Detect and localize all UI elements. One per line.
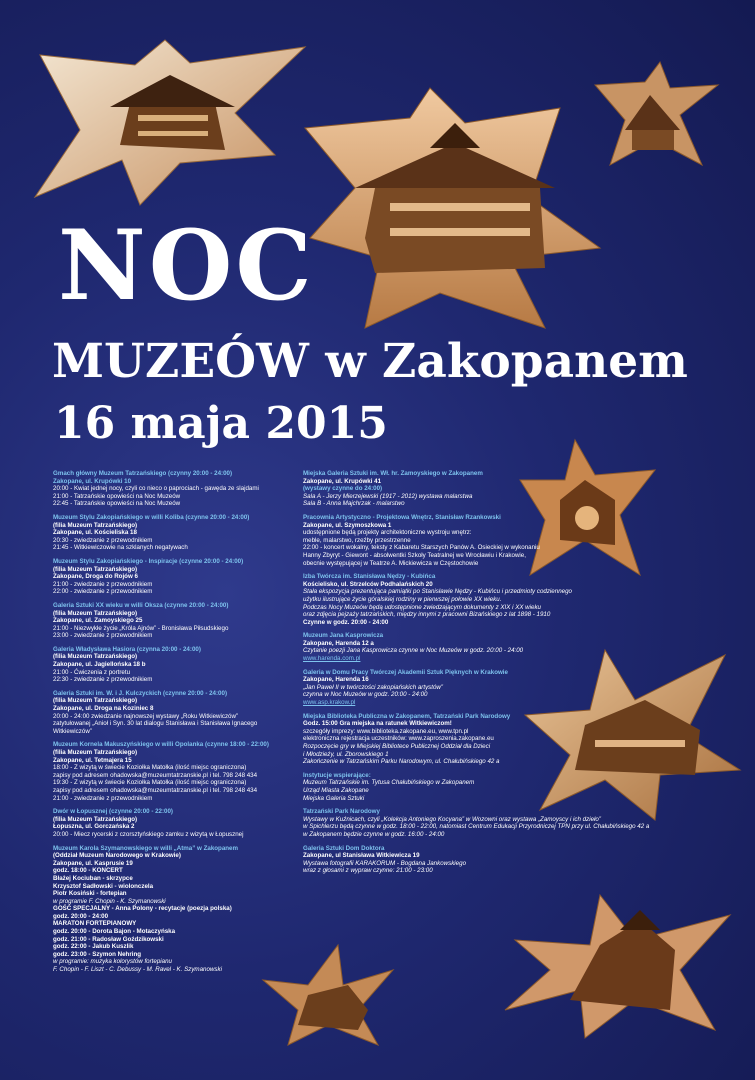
program-line: 23:00 - zwiedzanie z przewodnikiem xyxy=(53,632,153,640)
program-line: Sala B - Anna Majchrzak - malarstwo xyxy=(303,500,405,508)
program-line: godz. 21:00 - Radosław Goździkowski xyxy=(53,935,164,943)
venue-section xyxy=(303,669,543,707)
program-line: Zakopane, ul. Krupówki 41 xyxy=(303,477,382,485)
venue-section xyxy=(53,470,293,508)
program-line: Kościelisko, ul. Strzelców Podhalańskich 20 xyxy=(303,580,433,588)
program-line: i Młodzieży, ul. Zborowskiego 1 xyxy=(303,750,389,758)
venue-section xyxy=(303,514,543,567)
wooden-house-star-photo xyxy=(30,35,310,210)
program-line: 19:30 - Z wizytą w świecie Koziołka Matołka (ilość miejsc ograniczona) xyxy=(53,779,247,787)
venue-section xyxy=(53,602,293,640)
program-line: w programie: muzyka kolorystów fortepianu xyxy=(53,958,172,966)
program-line: Hanny Zbyryt - Giewont - absolwentki Szkoły Teatralnej we Wrocławiu i Krakowie, xyxy=(303,551,526,559)
program-line: 21:45 - Witkiewiczowie na szklanych negatywach xyxy=(53,544,188,552)
program-line: 21:00 - zwiedzanie z przewodnikiem xyxy=(53,794,153,802)
gable-roof-star-photo xyxy=(590,60,720,170)
program-line: godz. 20:00 - 24:00 xyxy=(53,912,109,920)
program-line: Podczas Nocy Muzeów będą udostępnione zwiedzającym dokumenty z XIX i XX wieku xyxy=(303,603,541,611)
program-line: (filia Muzeum Tatrzańskiego) xyxy=(53,815,138,823)
program-line: 20:30 - zwiedzanie z przewodnikiem xyxy=(53,536,153,544)
program-line: Stała ekspozycja prezentująca pamiątki po Stanisławie Nędzy - Kubińcu i przedmioty codziennego xyxy=(303,588,572,596)
venue-section xyxy=(303,470,543,508)
venue-heading: Izba Twórcza im. Stanisława Nędzy - Kubińca xyxy=(303,573,436,581)
venue-heading: Muzeum Karola Szymanowskiego w willi „Atma” w Zakopanem xyxy=(53,844,238,852)
program-line: (filia Muzeum Tatrzańskiego) xyxy=(53,653,138,661)
program-line: oraz zdjęcia pejzaży tatrzańskich, między innymi z pracowni Bizańskiego z lat 1898 - 1910 xyxy=(303,611,551,619)
program-line: Rozpoczęcie gry w Miejskiej Bibliotece Publicznej Oddział dla Dzieci xyxy=(303,743,491,750)
program-line: w programie F. Chopin - K. Szymanowski xyxy=(53,897,166,905)
program-line: Wystawy w Kuźnicach, czyli „Kolekcja Antoniego Kocyana” w Wozowni oraz wystawa „Zamoyscy i ich dzieło” xyxy=(303,815,601,823)
venue-heading: Tatrzański Park Narodowy xyxy=(303,808,380,816)
program-line: godz. 18:00 - KONCERT xyxy=(53,867,123,875)
program-line: Zakopane, ul. Droga na Koziniec 8 xyxy=(53,705,154,713)
program-line: meble, malarstwo, rzeźby przestrzenne xyxy=(303,536,411,544)
venue-heading: Instytucje wspierające: xyxy=(303,771,371,779)
program-line: (filia Muzeum Tatrzańskiego) xyxy=(53,749,138,756)
program-line: Sala A - Jerzy Mierzejewski (1917 - 2012) wystawa malarstwa xyxy=(303,492,473,500)
program-line: (filia Muzeum Tatrzańskiego) xyxy=(53,521,138,529)
program-line: Zakopane, Harenda 16 xyxy=(303,676,369,684)
program-line: Zakończenie w Tatrzańskim Parku Narodowym, ul. Chałubińskiego 42 a xyxy=(303,758,500,766)
venue-section xyxy=(53,514,293,552)
event-date: 16 maja 2015 xyxy=(54,398,388,449)
program-line: (wystawy czynne do 24:00) xyxy=(303,485,383,493)
venue-heading: Miejska Biblioteka Publiczna w Zakopanem, Tatrzański Park Narodowy xyxy=(303,712,511,720)
program-line: Miejska Galeria Sztuki xyxy=(303,794,365,802)
program-line: Zakopane, ul. Krupówki 10 xyxy=(53,477,132,485)
program-line: Zakopane, Harenda 12 a xyxy=(303,639,374,647)
program-right-column xyxy=(303,470,650,881)
venue-section xyxy=(53,741,293,802)
program-line: użytku ilustrujące życie góralskiej rodziny w pierwszej połowie XX wieku. xyxy=(303,595,502,603)
program-line: Godz. 15:00 Gra miejska na ratunek Witkiewiczom! xyxy=(303,720,452,728)
program-line: 22:00 - zwiedzanie z przewodnikiem xyxy=(53,588,153,596)
program-line: w Zakopanem będzie czynne w godz. 16:00 - 24:00 xyxy=(303,830,445,838)
program-line: zapisy pod adresem ohadowska@muzeumtatrzanskie.pl i tel. 798 248 434 xyxy=(53,771,258,779)
venue-section xyxy=(303,632,543,662)
program-line: 22:30 - zwiedzanie z przewodnikiem xyxy=(53,676,153,684)
program-line: Zakopane, ul. Kościeliska 18 xyxy=(53,529,137,537)
program-line: 21:00 - zwiedzanie z przewodnikiem xyxy=(53,580,153,588)
church-roof-star-photo xyxy=(500,890,740,1040)
program-line: (Oddział Muzeum Narodowego w Krakowie) xyxy=(53,852,181,860)
program-left-column xyxy=(53,470,293,980)
venue-heading: Gmach główny Muzeum Tatrzańskiego (czynny 20:00 - 24:00) xyxy=(53,470,233,477)
venue-heading: Galeria Sztuki Dom Doktora xyxy=(303,844,385,852)
program-line: 22:45 - Tatrzańskie opowieści na Noc Muzeów xyxy=(53,500,181,508)
program-line: wraz z głosami z wypraw czynne: 21:00 - 23:00 xyxy=(303,867,433,875)
program-line: 20:00 - Kwiat jednej nocy, czyli co nieco o paprociach - gawęda ze slajdami xyxy=(53,485,259,493)
venue-heading: Muzeum Kornela Makuszyńskiego w willi Opolanka (czynne 18:00 - 22:00) xyxy=(53,741,269,749)
venue-section xyxy=(53,690,293,736)
website-link[interactable]: www.harenda.com.pl xyxy=(303,655,361,663)
venue-section xyxy=(53,808,293,838)
program-line: (filia Muzeum Tatrzańskiego) xyxy=(53,565,138,573)
program-line: obecnie występującej w Teatrze A. Mickiewicza w Częstochowie xyxy=(303,559,479,567)
mountain-chalet-star-photo xyxy=(515,640,745,825)
program-line: Czytanie poezji Jana Kasprowicza czynne w Noc Muzeów w godz. 20:00 - 24:00 xyxy=(303,647,524,655)
program-line: godz. 22:00 - Jakub Kuszlik xyxy=(53,943,134,951)
program-line: zatytułowanej „Anioł i Syn. 30 lat dialogu Stanisława i Stanisława Ignacego xyxy=(53,720,258,728)
venue-heading: Pracownia Artystyczno - Projektowa Wnętrz, Stanisław Rzankowski xyxy=(303,513,501,521)
program-line: Czynne w godz. 20:00 - 24:00 xyxy=(303,618,389,626)
venue-heading: Muzeum Stylu Zakopiańskiego - Inspiracje (czynne 20:00 - 24:00) xyxy=(53,557,244,565)
venue-heading: Muzeum Jana Kasprowicza xyxy=(303,632,384,640)
program-line: Muzeum Tatrzańskie im. Tytusa Chałubińskiego w Zakopanem xyxy=(303,779,475,787)
program-line: Zakopane, Droga do Rojów 6 xyxy=(53,573,138,581)
program-line: MARATON FORTEPIANOWY xyxy=(53,920,137,928)
program-line: Zakopane, ul. Tetmajera 15 xyxy=(53,756,132,764)
venue-section xyxy=(53,845,293,974)
program-line: (filia Muzeum Tatrzańskiego) xyxy=(53,609,138,617)
wooden-villa-star-photo xyxy=(295,88,610,333)
program-line: elektroniczna rejestracja uczestników: www.zaproszenia.zakopane.eu xyxy=(303,735,494,743)
program-line: zapisy pod adresem ohadowska@muzeumtatrzanskie.pl i tel. 798 248 434 xyxy=(53,786,258,794)
program-line: Witkiewiczów” xyxy=(53,727,92,735)
venue-section xyxy=(303,772,543,802)
program-line: Łopuszna, ul. Gorczańska 2 xyxy=(53,823,135,831)
program-line: F. Chopin - F. Liszt - C. Debussy - M. Ravel - K. Szymanowski xyxy=(53,966,222,974)
program-line: godz. 23:00 - Szymon Nehring xyxy=(53,950,142,958)
venue-heading: Galeria w Domu Pracy Twórczej Akademii Sztuk Pięknych w Krakowie xyxy=(303,668,508,676)
program-line: 20:00 - Miecz rycerski z czorsztyńskiego zamku z wizytą w Łopusznej xyxy=(53,830,244,838)
program-line: szczegóły imprezy: www.biblioteka.zakopane.eu, www.tpn.pl xyxy=(303,727,469,735)
program-line: „Jan Paweł II w twórczości zakopiańskich artystów” xyxy=(303,683,443,691)
program-line: 21:00 - Tatrzańskie opowieści na Noc Muzeów xyxy=(53,492,181,500)
program-line: Urząd Miasta Zakopane xyxy=(303,786,369,794)
venue-heading: Galeria Sztuki XX wieku w willi Oksza (czynne 20:00 - 24:00) xyxy=(53,601,229,609)
venue-heading: Muzeum Stylu Zakopiańskiego w willi Koliba (czynne 20:00 - 24:00) xyxy=(53,513,250,521)
program-line: udostępnione będą projekty architektoniczne wystroju wnętrz: xyxy=(303,529,472,537)
venue-section xyxy=(53,558,293,596)
program-line: Zakopane, ul Stanisława Witkiewicza 19 xyxy=(303,852,420,860)
venue-heading: Miejska Galeria Sztuki im. Wł. hr. Zamoyskiego w Zakopanem xyxy=(303,470,483,477)
program-line: 21:00 - Ćwiczenia z portretu xyxy=(53,668,131,676)
venue-heading: Dwór w Łopusznej (czynne 20:00 - 22:00) xyxy=(53,808,173,816)
program-line: 22:00 - koncert wokalny, teksty z Kabaretu Starszych Panów A. Osieckiej w wykonaniu xyxy=(303,544,540,552)
poster-subtitle: MUZEÓW w Zakopanem xyxy=(52,334,688,389)
program-line: godz. 20:00 - Dorota Bajon - Motaczyńska xyxy=(53,928,176,936)
program-line: GOŚĆ SPECJALNY - Anna Polony - recytacje (poezja polska) xyxy=(53,905,232,913)
program-line: Krzysztof Sadłowski - wiolonczela xyxy=(53,882,154,890)
venue-heading: Galeria Sztuki im. W. i J. Kulczyckich (czynne 20:00 - 24:00) xyxy=(53,689,228,697)
venue-section xyxy=(303,808,650,838)
program-line: Wystawa fotografii KARAKORUM - Bogdana Jankowskiego xyxy=(303,859,467,867)
program-line: (filia Muzeum Tatrzańskiego) xyxy=(53,697,138,705)
program-line: Zakopane, ul. Zamoyskiego 25 xyxy=(53,617,143,625)
venue-section xyxy=(303,845,543,875)
program-line: 20:00 - 24:00 zwiedzanie najnowszej wystawy „Roku Witkiewiczów” xyxy=(53,712,239,720)
venue-section xyxy=(303,713,543,766)
venue-section xyxy=(303,573,572,626)
program-line: Zakopane, ul. Jagiellońska 18 b xyxy=(53,661,146,669)
program-line: Zakopane, ul. Kasprusie 19 xyxy=(53,859,133,867)
program-line: Błażej Kociuban - skrzypce xyxy=(53,874,133,882)
program-line: Zakopane, ul. Szymoszkowa 1 xyxy=(303,521,392,529)
program-line: 18:00 - Z wizytą w świecie Koziołka Matołka (ilość miejsc ograniczona) xyxy=(53,764,247,772)
program-line: czynna w Noc Muzeów w godz. 20:00 - 24:00 xyxy=(303,691,428,699)
website-link[interactable]: www.asp.krakow.pl xyxy=(303,699,356,707)
venue-heading: Galeria Władysława Hasiora (czynna 20:00 - 24:00) xyxy=(53,645,201,653)
program-line: Piotr Kosiński - fortepian xyxy=(53,890,127,898)
program-line: w Spichlerzu będą czynne w godz. 18:00 - 22:00, natomiast Centrum Edukacji Przyrodniczej TPN przy ul. Chałubińskiego 42 a xyxy=(303,823,650,831)
venue-section xyxy=(53,646,293,684)
poster-title: NOC xyxy=(58,209,315,322)
program-line: 21:00 - Niezwykłe życie „Króla Ajnów” - Bronisława Piłsudskiego xyxy=(53,624,229,632)
